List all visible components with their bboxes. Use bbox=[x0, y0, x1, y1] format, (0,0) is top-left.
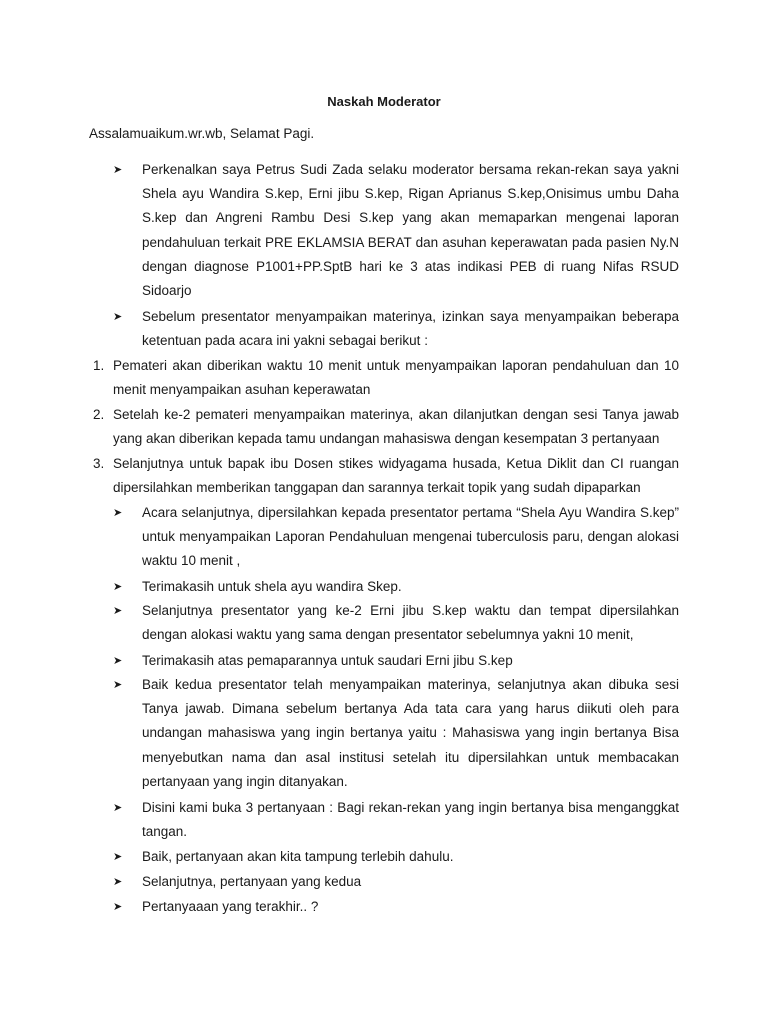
closing-bullet-text: Acara selanjutnya, dipersilahkan kepada presentator pertama “Shela Ayu Wandira S.kep” untuk menyampaikan Laporan Pendahuluan mengenai tuberculosis paru, dengan alokasi waktu 10 menit , bbox=[142, 505, 679, 569]
rule-text: Selanjutnya untuk bapak ibu Dosen stikes widyagama husada, Ketua Diklit dan CI ruangan dipersilahkan memberikan tanggapan dan sarannya terkait topik yang sudah dipaparkan bbox=[113, 456, 679, 496]
arrow-bullet-icon: ➤ bbox=[113, 901, 123, 913]
arrow-bullet-icon: ➤ bbox=[113, 581, 123, 593]
arrow-bullet-icon: ➤ bbox=[113, 679, 123, 691]
closing-bullet-text: Terimakasih untuk shela ayu wandira Skep. bbox=[142, 579, 402, 594]
closing-bullet-text: Baik, pertanyaan akan kita tampung terlebih dahulu. bbox=[142, 849, 454, 864]
arrow-bullet-icon: ➤ bbox=[113, 802, 123, 814]
rule-text: Setelah ke-2 pemateri menyampaikan materinya, akan dilanjutkan dengan sesi Tanya jawab yang akan diberikan kepada tamu undangan mahasiswa dengan kesempatan 3 pertanyaan bbox=[113, 407, 679, 447]
closing-bullet-text: Terimakasih atas pemaparannya untuk saudari Erni jibu S.kep bbox=[142, 653, 513, 668]
arrow-bullet-icon: ➤ bbox=[113, 655, 123, 667]
arrow-bullet-icon: ➤ bbox=[113, 507, 123, 519]
arrow-bullet-icon: ➤ bbox=[113, 164, 123, 176]
arrow-bullet-icon: ➤ bbox=[113, 851, 123, 863]
closing-bullet-text: Baik kedua presentator telah menyampaikan materinya, selanjutnya akan dibuka sesi Tanya jawab. Dimana sebelum bertanya Ada tata cara yang harus diikuti oleh para undangan mahasiswa yang ingin bertanya yaitu : Mahasiswa yang ingin bertanya Bisa menyebutkan nama dan asal institusi setelah itu dipersilahkan untuk membacakan pertanyaan yang ingin ditanyakan. bbox=[142, 677, 679, 789]
rule-text: Pemateri akan diberikan waktu 10 menit untuk menyampaikan laporan pendahuluan dan 10 menit menyampaikan asuhan keperawatan bbox=[113, 358, 679, 398]
arrow-bullet-icon: ➤ bbox=[113, 876, 123, 888]
closing-bullet-text: Pertanyaaan yang terakhir.. ? bbox=[142, 899, 319, 914]
arrow-bullet-icon: ➤ bbox=[113, 605, 123, 617]
intro-bullet-text: Perkenalkan saya Petrus Sudi Zada selaku moderator bersama rekan-rekan saya yakni Shela ayu Wandira S.kep, Erni jibu S.kep, Rigan Aprianus S.kep,Onisimus umbu Daha S.kep dan Angreni Rambu Desi S.kep yang akan memaparkan mengenai laporan pendahuluan terkait PRE EKLAMSIA BERAT dan asuhan keperawatan pada pasien Ny.N dengan diagnose P1001+PP.SptB hari ke 3 atas indikasi PEB di ruang Nifas RSUD Sidoarjo bbox=[142, 162, 679, 299]
closing-bullet-text: Disini kami buka 3 pertanyaan : Bagi rekan-rekan yang ingin bertanya bisa menganggkat tangan. bbox=[142, 800, 679, 840]
intro-bullet-text: Sebelum presentator menyampaikan materinya, izinkan saya menyampaikan beberapa ketentuan pada acara ini yakni sebagai berikut : bbox=[142, 309, 679, 349]
closing-bullet-text: Selanjutnya, pertanyaan yang kedua bbox=[142, 874, 362, 889]
rule-number: 3. bbox=[93, 456, 105, 471]
rule-number: 2. bbox=[93, 407, 105, 422]
closing-bullet-text: Selanjutnya presentator yang ke-2 Erni jibu S.kep waktu dan tempat dipersilahkan dengan alokasi waktu yang sama dengan presentator sebelumnya yakni 10 menit, bbox=[142, 603, 679, 643]
document-title: Naskah Moderator bbox=[327, 94, 441, 109]
arrow-bullet-icon: ➤ bbox=[113, 311, 123, 323]
rule-number: 1. bbox=[93, 358, 105, 373]
greeting-line: Assalamuaikum.wr.wb, Selamat Pagi. bbox=[89, 126, 315, 141]
